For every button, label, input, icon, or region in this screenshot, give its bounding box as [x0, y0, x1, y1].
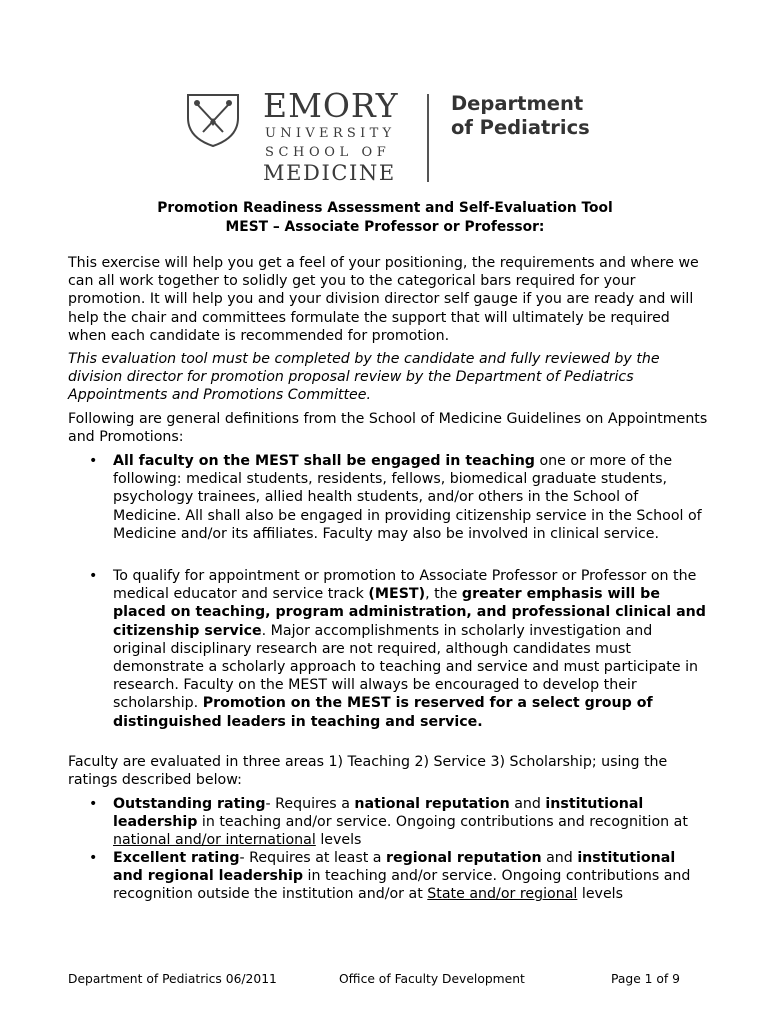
footer-center: Office of Faculty Development — [339, 972, 525, 986]
outstanding-text-3: in teaching and/or service. Ongoing contributions and recognition at — [197, 814, 688, 831]
list-item — [68, 795, 708, 850]
footer-left: Department of Pediatrics 06/2011 — [68, 972, 277, 986]
excellent-label: Excellent rating — [113, 850, 240, 866]
outstanding-text-4: levels — [315, 832, 362, 849]
outstanding-underline: national and/or international — [113, 832, 316, 849]
outstanding-text-2: and — [509, 796, 546, 812]
outstanding-bold-2: national reputation — [354, 796, 510, 812]
excellent-text-1: - Requires at least a — [239, 850, 386, 866]
document-title: Promotion Readiness Assessment and Self-Evaluation Tool — [157, 200, 613, 216]
logo-divider — [427, 94, 429, 182]
department-line2: of Pediatrics — [451, 116, 590, 139]
department-line1: Department — [451, 92, 584, 115]
list-item — [68, 452, 708, 543]
excellent-bold-2: regional reputation — [386, 850, 542, 866]
excellent-text-4: levels — [577, 886, 624, 903]
list-item — [68, 567, 708, 731]
bullet-icon: • — [89, 850, 98, 866]
bullet-icon: • — [89, 453, 98, 469]
department-name — [451, 92, 590, 140]
intro-text: This exercise will help you get a feel of your positioning, the requirements and where we can all work together to solidly get you to the categorical bars required for your promotion. It will help you and your division director self gauge if you are ready and will help the chair and committees formulate the support that will ultimately be required when each candidate is recommended for promotion. — [68, 255, 699, 344]
excellent-text-2: and — [541, 850, 578, 866]
emory-shield-icon — [185, 92, 241, 148]
list-item — [68, 849, 708, 904]
bullet2-text-3: . Major accomplishments in scholarly investigation and original disciplinary research are not required, although candidates must demonstrate a scholarly approach to teaching and service and must participate in research. Faculty on the MEST will always be encouraged to develop their scholarship. — [113, 622, 698, 712]
bullet2-bold-3: Promotion on the MEST is reserved for a select group of distinguished leaders in teaching and service. — [113, 695, 653, 730]
logo-university: UNIVERSITY — [265, 126, 396, 141]
italic-note-paragraph — [68, 350, 708, 405]
outstanding-label: Outstanding rating — [113, 796, 266, 812]
bullet-icon: • — [89, 796, 98, 812]
bullet2-text-2: , the — [425, 586, 462, 603]
bullet2-bold-2: greater emphasis will be placed on teaching, program administration, and professional clinical and citizenship service — [113, 586, 706, 639]
bullet1-bold: All faculty on the MEST shall be engaged in teaching — [113, 453, 535, 469]
logo-school-of: SCHOOL OF — [265, 145, 391, 160]
definitions-intro-text: Following are general definitions from the School of Medicine Guidelines on Appointments and Promotions: — [68, 411, 708, 446]
excellent-underline: State and/or regional — [427, 886, 578, 903]
header-logo-block — [185, 88, 605, 184]
italic-note-text: This evaluation tool must be completed by the candidate and fully reviewed by the division director for promotion proposal review by the Department of Pediatrics Appointments and Promotions Committee. — [68, 351, 660, 404]
bullet1-text: one or more of the following: medical students, residents, fellows, biomedical graduate students, psychology trainees, allied health students, and/or others in the School of Medicine. All shall also be engaged in providing citizenship service in the School of Medicine and/or its affiliates. Faculty may also be involved in clinical service. — [113, 453, 702, 542]
definitions-intro-paragraph — [68, 410, 708, 446]
document-subtitle: MEST – Associate Professor or Professor: — [225, 219, 545, 235]
footer-page-number: Page 1 of 9 — [611, 972, 680, 986]
outstanding-text-1: - Requires a — [265, 796, 355, 812]
logo-emory: EMORY — [263, 86, 399, 125]
bullet2-bold-1: (MEST) — [368, 586, 426, 603]
faculty-areas-text: Faculty are evaluated in three areas 1) Teaching 2) Service 3) Scholarship; using the ratings described below: — [68, 754, 668, 789]
excellent-text-3: in teaching and/or service. Ongoing contributions and recognition outside the institution and/or at — [113, 868, 691, 903]
bullet2-text-1: To qualify for appointment or promotion to Associate Professor or Professor on the medical educator and service track — [113, 568, 697, 603]
faculty-areas-paragraph — [68, 753, 708, 789]
bullet-icon: • — [89, 568, 98, 584]
excellent-bold-3: institutional and regional leadership — [113, 850, 676, 885]
intro-paragraph — [68, 254, 708, 345]
outstanding-bold-3: institutional leadership — [113, 796, 644, 831]
logo-medicine: MEDICINE — [263, 161, 396, 185]
